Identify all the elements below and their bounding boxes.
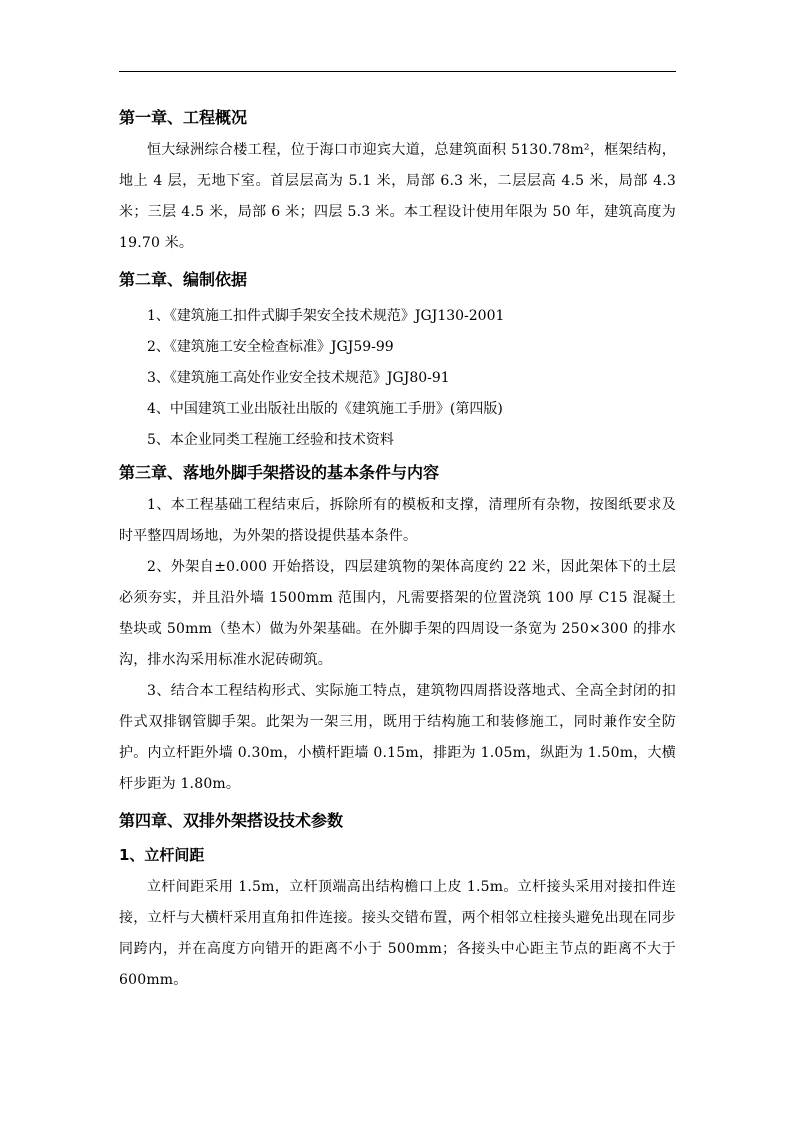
chapter-3-paragraph-1: 1、本工程基础工程结束后，拆除所有的模板和支撑，清理所有杂物，按图纸要求及时平整四周场地，为外架的搭设提供基本条件。 bbox=[119, 497, 676, 544]
chapter-3-paragraph-2: 2、外架自±0.000 开始搭设，四层建筑物的架体高度约 22 米，因此架体下的土层必须夯实，并且沿外墙 1500mm 范围内，凡需要搭架的位置浇筑 100 厚 C15 混凝土垫块或 50mm（垫木）做为外架基础。在外脚手架的四周设一条宽为 250×300 的排水沟，排水沟采用标准水泥砖砌筑。 bbox=[119, 559, 676, 668]
chapter-1-paragraph: 恒大绿洲综合楼工程，位于海口市迎宾大道，总建筑面积 5130.78m²，框架结构，地上 4 层，无地下室。首层层高为 5.1 米，局部 6.3 米，二层层高 4.5 米，局部 4.3 米；三层 4.5 米，局部 6 米；四层 5.3 米。本工程设计使用年限为 50 年，建筑高度为 19.70 米。 bbox=[119, 142, 676, 251]
section-1-paragraph: 立杆间距采用 1.5m，立杆顶端高出结构檐口上皮 1.5m。立杆接头采用对接扣件连接，立杆与大横杆采用直角扣件连接。接头交错布置，两个相邻立柱接头避免出现在同步同跨内，并在高度方向错开的距离不小于 500mm；各接头中心距主节点的距离不大于 600mm。 bbox=[119, 879, 676, 988]
chapter-3-heading: 第三章、落地外脚手架搭设的基本条件与内容 bbox=[119, 463, 440, 482]
reference-item-5: 5、本企业同类工程施工经验和技术资料 bbox=[147, 432, 394, 448]
header-rule bbox=[119, 71, 676, 72]
chapter-1-heading: 第一章、工程概况 bbox=[119, 108, 248, 127]
section-1-heading: 1、立杆间距 bbox=[119, 846, 205, 864]
reference-item-3: 3、《建筑施工高处作业安全技术规范》JGJ80-91 bbox=[147, 370, 450, 386]
document-body bbox=[119, 101, 676, 996]
reference-item-4: 4、中国建筑工业出版社出版的《建筑施工手册》(第四版) bbox=[147, 401, 503, 417]
reference-item-1: 1、《建筑施工扣件式脚手架安全技术规范》JGJ130-2001 bbox=[147, 308, 505, 324]
chapter-2-heading: 第二章、编制依据 bbox=[119, 270, 248, 289]
reference-item-2: 2、《建筑施工安全检查标准》JGJ59-99 bbox=[147, 339, 394, 355]
chapter-4-heading: 第四章、双排外架搭设技术参数 bbox=[119, 811, 344, 830]
chapter-3-paragraph-3: 3、结合本工程结构形式、实际施工特点，建筑物四周搭设落地式、全高全封闭的扣件式双排钢管脚手架。此架为一架三用，既用于结构施工和装修施工，同时兼作安全防护。内立杆距外墙 0.30m，小横杆距墙 0.15m，排距为 1.05m，纵距为 1.50m，大横杆步距为 1.80m。 bbox=[119, 683, 676, 792]
